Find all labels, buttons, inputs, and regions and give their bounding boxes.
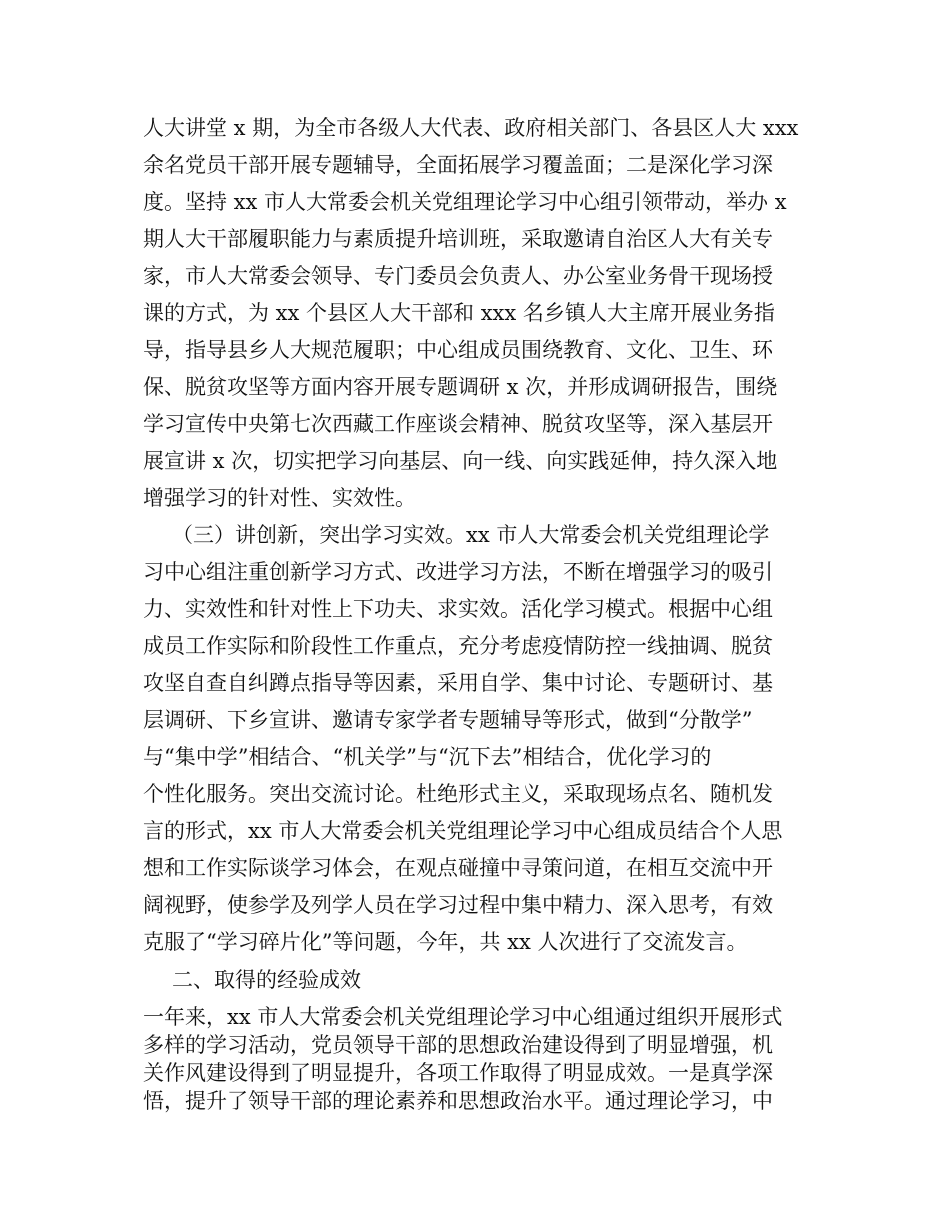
- text-line: 阔视野，使参学及列学人员在学习过程中集中精力、深入思考，有效: [143, 893, 773, 917]
- text-line: 保、脱贫攻坚等方面内容开展专题调研 x 次，并形成调研报告，围绕: [143, 375, 778, 399]
- text-line: 成员工作实际和阶段性工作重点，充分考虑疫情防控一线抽调、脱贫: [143, 634, 773, 658]
- text-line: 家，市人大常委会领导、专门委员会负责人、办公室业务骨干现场授: [143, 264, 773, 288]
- text-line: 展宣讲 x 次，切实把学习向基层、向一线、向实践延伸，持久深入地: [143, 449, 778, 473]
- text-line: 人大讲堂 x 期，为全市各级人大代表、政府相关部门、各县区人大 xxx: [143, 116, 799, 140]
- text-line: 度。坚持 xx 市人大常委会机关党组理论学习中心组引领带动，举办 x: [143, 190, 787, 214]
- text-line: 与“集中学”相结合、“机关学”与“沉下去”相结合，优化学习的: [143, 745, 712, 769]
- text-line: 言的形式，xx 市人大常委会机关党组理论学习中心组成员结合个人思: [143, 819, 783, 843]
- text-line: 导，指导县乡人大规范履职；中心组成员围绕教育、文化、卫生、环: [143, 338, 773, 362]
- section-heading: 二、取得的经验成效: [172, 968, 361, 992]
- text-line: 克服了“学习碎片化”等问题，今年，共 xx 人次进行了交流发言。: [143, 930, 748, 954]
- text-line: 增强学习的针对性、实效性。: [143, 486, 416, 510]
- text-line: 个性化服务。突出交流讨论。杜绝形式主义，采取现场点名、随机发: [143, 782, 773, 806]
- text-line: 习中心组注重创新学习方式、改进学习方法，不断在增强学习的吸引: [143, 560, 773, 584]
- text-line: 想和工作实际谈学习体会，在观点碰撞中寻策问道，在相互交流中开: [143, 856, 773, 880]
- text-line: 学习宣传中央第七次西藏工作座谈会精神、脱贫攻坚等，深入基层开: [143, 412, 773, 436]
- text-line: （三）讲创新，突出学习实效。xx 市人大常委会机关党组理论学: [172, 523, 770, 547]
- text-line: 层调研、下乡宣讲、邀请专家学者专题辅导等形式，做到“分散学”: [143, 708, 753, 732]
- text-line: 攻坚自查自纠蹲点指导等因素，采用自学、集中讨论、专题研讨、基: [143, 671, 773, 695]
- text-line: 关作风建设得到了明显提升，各项工作取得了明显成效。一是真学深: [143, 1061, 773, 1085]
- text-line: 悟，提升了领导干部的理论素养和思想政治水平。通过理论学习，中: [143, 1089, 773, 1113]
- text-line: 课的方式，为 xx 个县区人大干部和 xxx 名乡镇人大主席开展业务指: [143, 301, 775, 325]
- text-line: 一年来，xx 市人大常委会机关党组理论学习中心组通过组织开展形式: [143, 1005, 783, 1029]
- text-line: 期人大干部履职能力与素质提升培训班，采取邀请自治区人大有关专: [143, 227, 773, 251]
- text-line: 力、实效性和针对性上下功夫、求实效。活化学习模式。根据中心组: [143, 597, 773, 621]
- text-line: 多样的学习活动，党员领导干部的思想政治建设得到了明显增强，机: [143, 1033, 773, 1057]
- text-line: 余名党员干部开展专题辅导，全面拓展学习覆盖面；二是深化学习深: [143, 153, 773, 177]
